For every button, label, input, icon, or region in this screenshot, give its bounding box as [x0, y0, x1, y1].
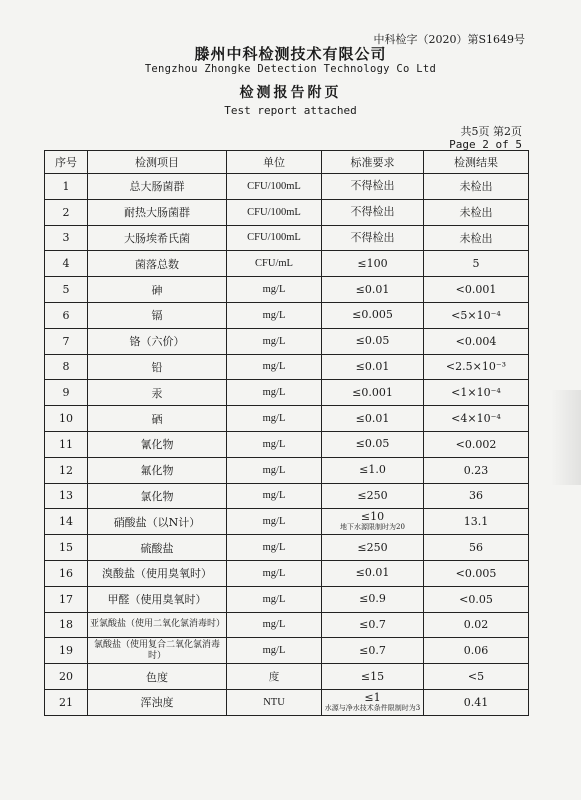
unit: mg/L: [227, 302, 322, 328]
standard-requirement: [322, 225, 424, 251]
row-number: 21: [45, 689, 88, 715]
test-result: 56: [424, 535, 529, 561]
row-number: 6: [45, 302, 88, 328]
unit: mg/L: [227, 586, 322, 612]
standard-requirement: [322, 431, 424, 457]
test-item: 汞: [88, 380, 227, 406]
company-name-cn: 滕州中科检测技术有限公司: [194, 45, 387, 63]
test-item: 菌落总数: [88, 251, 227, 277]
standard-limit: ≤0.01: [355, 411, 390, 425]
test-result: <5: [424, 664, 529, 690]
row-number: 3: [45, 225, 88, 251]
row-number: 12: [45, 457, 88, 483]
row-number: 15: [45, 535, 88, 561]
column-header-result: 检测结果: [424, 151, 529, 174]
row-number: 19: [45, 638, 88, 664]
standard-limit: ≤0.001: [352, 385, 393, 399]
standard-limit: 不得检出: [350, 205, 395, 219]
page-edge-shadow: [551, 390, 581, 485]
unit: mg/L: [227, 354, 322, 380]
table-row: [45, 638, 529, 664]
test-item: 砷: [88, 277, 227, 303]
row-number: 14: [45, 509, 88, 535]
test-result: <0.002: [424, 431, 529, 457]
table-row: [45, 664, 529, 690]
row-number: 2: [45, 199, 88, 225]
unit: CFU/100mL: [227, 225, 322, 251]
row-number: 10: [45, 406, 88, 432]
standard-requirement: [322, 251, 424, 277]
standard-limit: ≤0.7: [359, 643, 386, 657]
row-number: 1: [45, 174, 88, 200]
test-item: 色度: [88, 664, 227, 690]
table-row: [45, 354, 529, 380]
test-item: 浑浊度: [88, 689, 227, 715]
test-item: 铬（六价）: [88, 328, 227, 354]
unit: mg/L: [227, 328, 322, 354]
standard-limit: ≤1: [364, 690, 381, 704]
row-number: 9: [45, 380, 88, 406]
unit: CFU/100mL: [227, 199, 322, 225]
standard-limit: ≤0.01: [355, 359, 390, 373]
table-row: [45, 560, 529, 586]
test-item: 氯化物: [88, 483, 227, 509]
standard-requirement: [322, 354, 424, 380]
table-row: [45, 535, 529, 561]
row-number: 18: [45, 612, 88, 638]
table-row: [45, 199, 529, 225]
unit: mg/L: [227, 535, 322, 561]
row-number: 5: [45, 277, 88, 303]
table-row: [45, 612, 529, 638]
unit: mg/L: [227, 431, 322, 457]
standard-requirement: [322, 199, 424, 225]
test-result: <5×10⁻⁴: [424, 302, 529, 328]
standard-requirement: [322, 302, 424, 328]
table-row: [45, 328, 529, 354]
standard-note: 地下水源限制时为20: [340, 523, 405, 532]
standard-limit: ≤10: [360, 510, 385, 524]
standard-requirement: [322, 406, 424, 432]
test-result: <4×10⁻⁴: [424, 406, 529, 432]
unit: mg/L: [227, 457, 322, 483]
table-row: [45, 302, 529, 328]
standard-requirement: [322, 664, 424, 690]
test-result: <2.5×10⁻³: [424, 354, 529, 380]
column-header-item: 检测项目: [88, 151, 227, 174]
test-result: 0.06: [424, 638, 529, 664]
standard-limit: ≤250: [357, 540, 388, 554]
standard-requirement: [322, 483, 424, 509]
results-table: [44, 150, 529, 716]
standard-requirement: [322, 535, 424, 561]
row-number: 16: [45, 560, 88, 586]
unit: CFU/mL: [227, 251, 322, 277]
company-name-en: Tengzhou Zhongke Detection Technology Co Ltd: [144, 63, 437, 75]
test-result: 0.23: [424, 457, 529, 483]
standard-limit: ≤0.01: [355, 282, 390, 296]
unit: mg/L: [227, 277, 322, 303]
report-title-en: Test report attached: [224, 104, 357, 117]
column-header-number: 序号: [45, 151, 88, 174]
table-row: [45, 483, 529, 509]
standard-limit: ≤0.005: [352, 308, 393, 322]
test-item: 铅: [88, 354, 227, 380]
column-header-standard: 标准要求: [322, 151, 424, 174]
test-item: 硫酸盐: [88, 535, 227, 561]
test-item: 硒: [88, 406, 227, 432]
test-result: <1×10⁻⁴: [424, 380, 529, 406]
standard-limit: ≤1.0: [359, 463, 386, 477]
standard-limit: ≤15: [360, 669, 385, 683]
test-result: 13.1: [424, 509, 529, 535]
table-row: [45, 225, 529, 251]
table-row: [45, 174, 529, 200]
page-count-en: Page 2 of 5: [449, 138, 522, 151]
table-row: [45, 277, 529, 303]
table-row: [45, 509, 529, 535]
test-result: 0.02: [424, 612, 529, 638]
test-item: 氟化物: [88, 457, 227, 483]
standard-requirement: [322, 380, 424, 406]
report-title-cn: 检测报告附页: [239, 85, 342, 101]
test-result: 5: [424, 251, 529, 277]
unit: 度: [227, 664, 322, 690]
test-item: 镉: [88, 302, 227, 328]
unit: CFU/100mL: [227, 174, 322, 200]
test-result: 未检出: [424, 225, 529, 251]
unit: mg/L: [227, 483, 322, 509]
test-result: <0.05: [424, 586, 529, 612]
unit: mg/L: [227, 406, 322, 432]
standard-limit: 不得检出: [350, 179, 395, 193]
standard-limit: ≤0.9: [359, 592, 386, 606]
standard-requirement: [322, 328, 424, 354]
document-number: 中科检字（2020）第S1649号: [373, 33, 525, 46]
standard-requirement: [322, 174, 424, 200]
standard-requirement: [322, 560, 424, 586]
row-number: 4: [45, 251, 88, 277]
standard-requirement: [322, 638, 424, 664]
unit: mg/L: [227, 560, 322, 586]
table-row: [45, 586, 529, 612]
table-header-row: [45, 151, 529, 174]
test-item: 硝酸盐（以N计）: [88, 509, 227, 535]
unit: NTU: [227, 689, 322, 715]
test-result: <0.001: [424, 277, 529, 303]
standard-note: 水源与净水技术条件限制时为3: [324, 703, 421, 712]
standard-requirement: [322, 612, 424, 638]
test-result: 未检出: [424, 199, 529, 225]
row-number: 13: [45, 483, 88, 509]
standard-limit: ≤0.05: [355, 437, 390, 451]
table-row: [45, 457, 529, 483]
test-result: 0.41: [424, 689, 529, 715]
test-result: <0.005: [424, 560, 529, 586]
standard-limit: ≤0.05: [355, 334, 390, 348]
table-row: [45, 251, 529, 277]
standard-requirement: [322, 509, 424, 535]
standard-limit: ≤250: [357, 488, 388, 502]
table-row: [45, 431, 529, 457]
standard-limit: ≤0.01: [355, 566, 390, 580]
test-result: 36: [424, 483, 529, 509]
standard-requirement: [322, 457, 424, 483]
column-header-unit: 单位: [227, 151, 322, 174]
unit: mg/L: [227, 638, 322, 664]
unit: mg/L: [227, 612, 322, 638]
standard-requirement: [322, 277, 424, 303]
standard-limit: ≤0.7: [359, 617, 386, 631]
unit: mg/L: [227, 509, 322, 535]
test-item: 大肠埃希氏菌: [88, 225, 227, 251]
standard-requirement: [322, 689, 424, 715]
row-number: 20: [45, 664, 88, 690]
test-item: 耐热大肠菌群: [88, 199, 227, 225]
test-item: 溴酸盐（使用臭氧时）: [88, 560, 227, 586]
test-item: 总大肠菌群: [88, 174, 227, 200]
standard-limit: 不得检出: [350, 230, 395, 244]
standard-requirement: [322, 586, 424, 612]
test-result: 未检出: [424, 174, 529, 200]
row-number: 17: [45, 586, 88, 612]
row-number: 7: [45, 328, 88, 354]
standard-limit: ≤100: [357, 256, 388, 270]
test-item: 亚氯酸盐（使用二氧化氯消毒时）: [88, 612, 227, 638]
row-number: 11: [45, 431, 88, 457]
row-number: 8: [45, 354, 88, 380]
table-row: [45, 689, 529, 715]
test-item: 甲醛（使用臭氧时）: [88, 586, 227, 612]
test-result: <0.004: [424, 328, 529, 354]
table-row: [45, 380, 529, 406]
page-count-cn: 共5页 第2页: [460, 125, 522, 138]
unit: mg/L: [227, 380, 322, 406]
test-item: 氰化物: [88, 431, 227, 457]
table-row: [45, 406, 529, 432]
test-item: 氯酸盐（使用复合二氧化氯消毒时）: [88, 638, 227, 664]
